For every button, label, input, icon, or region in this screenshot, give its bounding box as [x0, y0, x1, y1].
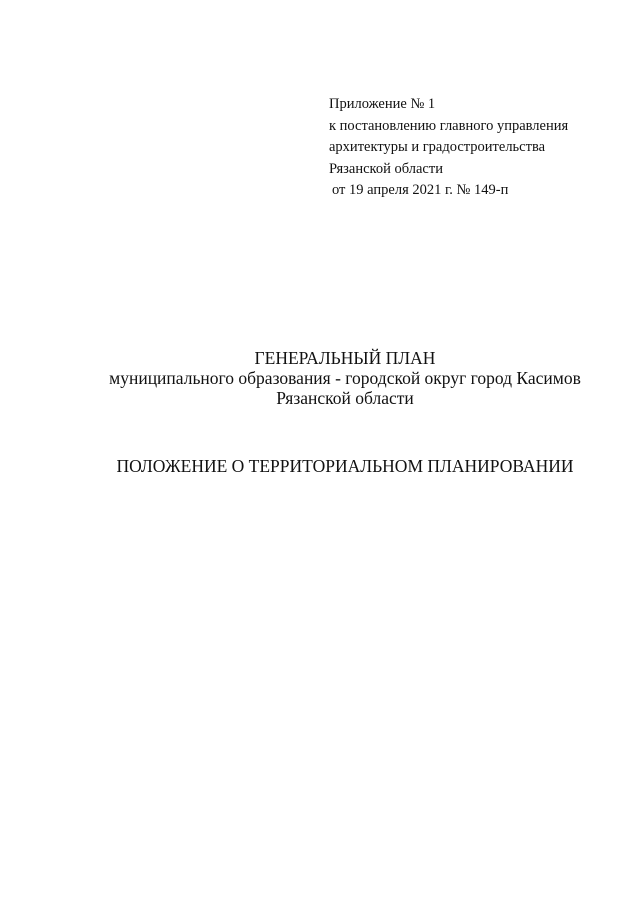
- appendix-reference-line-1: к постановлению главного управления: [329, 117, 569, 134]
- title-subtitle: муниципального образования - городской округ город Касимов: [109, 368, 581, 388]
- appendix-reference-line-3: Рязанской области: [329, 160, 443, 177]
- section-title: ПОЛОЖЕНИЕ О ТЕРРИТОРИАЛЬНОМ ПЛАНИРОВАНИИ: [116, 456, 574, 476]
- document-title: [0, 348, 640, 408]
- title-heading: ГЕНЕРАЛЬНЫЙ ПЛАН: [254, 348, 436, 368]
- appendix-note: [329, 94, 619, 202]
- title-region: Рязанской области: [276, 388, 414, 408]
- appendix-number: Приложение № 1: [329, 96, 436, 112]
- appendix-date: от 19 апреля 2021 г. № 149-п: [332, 182, 509, 198]
- appendix-reference-line-2: архитектуры и градостроительства: [329, 139, 546, 155]
